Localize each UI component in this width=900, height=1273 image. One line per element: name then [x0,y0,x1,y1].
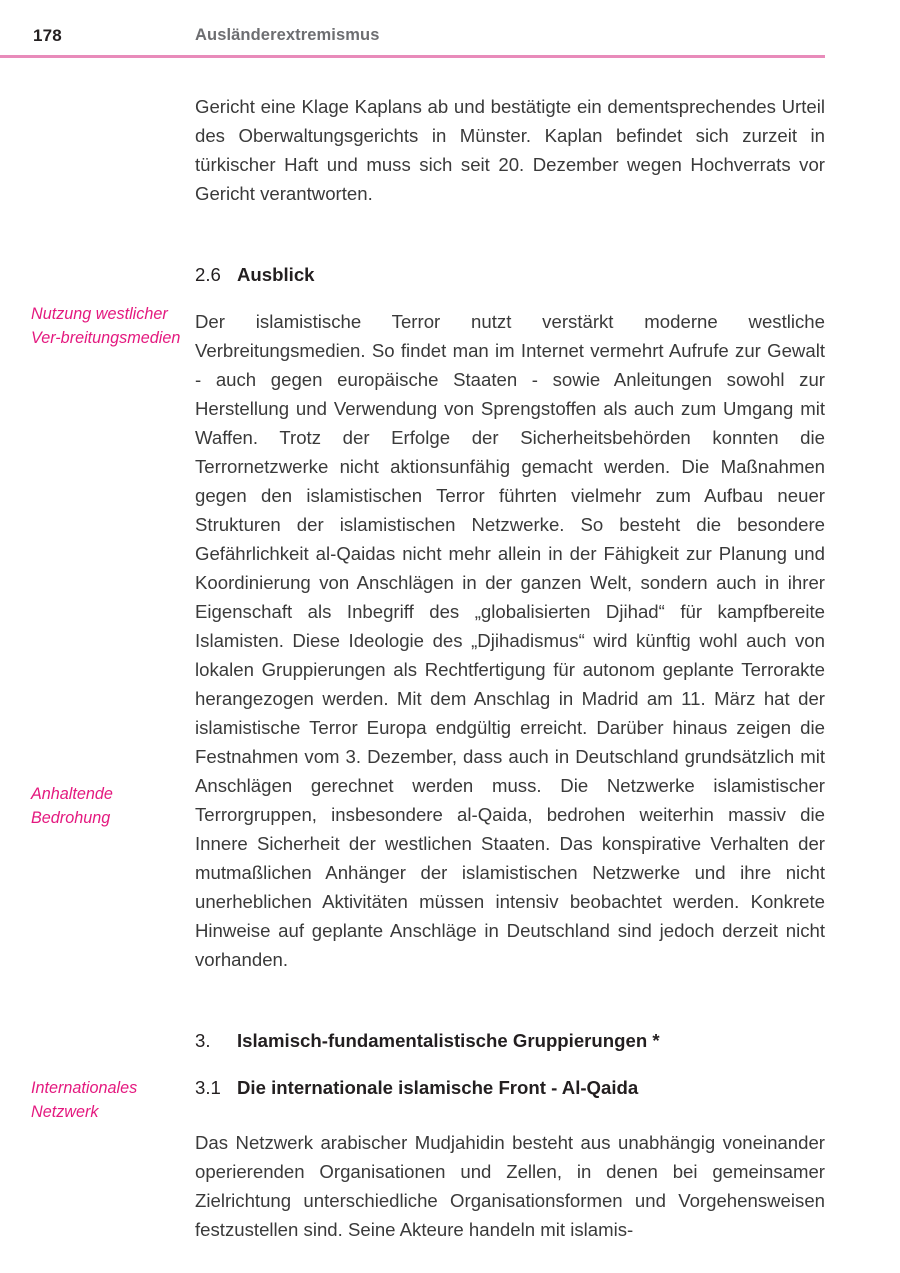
heading-2-6-label: Ausblick [237,264,315,285]
heading-3-number: 3. [195,1030,211,1051]
margin-note-anhaltende-bedrohung: Anhaltende Bedrohung [31,785,113,827]
vertical-spacer [195,1102,825,1128]
heading-2-6-number: 2.6 [195,264,221,285]
heading-3-1-label: Die internationale islamische Front - Al-Qaida [237,1077,639,1098]
paragraph-netzwerk-arabischer-mudjahidin: Das Netzwerk arabischer Mudjahidin besteht aus unabhängig voneinander operierenden Organisationen und Zellen, in denen bei gemeinsamer Zielrichtung unterschiedliche Organisationsformen und Vorgehensweisen festzustellen sind. Seine Akteure handeln mit islamis- [195,1132,825,1240]
main-text-column [195,92,825,1244]
page-header [0,26,900,52]
header-divider-rule [0,55,825,58]
heading-2-6-ausblick [195,260,825,289]
vertical-spacer [195,974,825,1026]
heading-3-1-internationale-islamische-front [195,1073,825,1102]
paragraph-kaplan-urteil: Gericht eine Klage Kaplans ab und bestätigte ein dementsprechendes Urteil des Oberwaltungsgerichts in Münster. Kaplan befindet sich zurzeit in türkischer Haft und muss sich seit 20. Dezember wegen Hochverrats vor Gericht verantworten. [195,96,825,204]
paragraph-ausblick-islamistischer-terror: Der islamistische Terror nutzt verstärkt moderne westliche Verbreitungsmedien. So findet man im Internet vermehrt Aufrufe zur Gewalt - auch gegen europäische Staaten - sowie Anleitungen sowohl zur Herstellung und Verwendung von Sprengstoffen als auch zum Umgang mit Waffen. Trotz der Erfolge der Sicherheitsbehörden konnten die Terrornetzwerke nicht aktionsunfähig gemacht werden. Die Maßnahmen gegen den islamistischen Terror führten vielmehr zum Aufbau neuer Strukturen der islamistischen Netzwerke. So besteht die besondere Gefährlichkeit al-Qaidas nicht mehr allein in der Fähigkeit zur Planung und Koordinierung von Anschlägen in der ganzen Welt, sondern auch in ihrer Eigenschaft als Inbegriff des „globalisierten Djihad“ für kampfbereite Islamisten. Diese Ideologie des „Djihadismus“ wird künftig wohl auch von lokalen Gruppierungen als Rechtfertigung für autonom geplante Terrorakte herangezogen werden. Mit dem Anschlag in Madrid am 11. März hat der islamistische Terror Europa endgültig erreicht. Darüber hinaus zeigen die Festnahmen vom 3. Dezember, dass auch in Deutschland grundsätzlich mit Anschlägen gerechnet werden muss. Die Netzwerke islamistischer Terrorgruppen, insbesondere al-Qaida, bedrohen weiterhin massiv die Innere Sicherheit der westlichen Staaten. Das konspirative Verhalten der mutmaßlichen Anhänger der islamistischen Netzwerke und ihre nicht unerheblichen Aktivitäten müssen intensiv beobachtet werden. Konkrete Hinweise auf geplante Anschläge in Deutschland sind jedoch derzeit nicht vorhanden. [195,311,825,970]
page-number: 178 [33,26,62,45]
heading-3-label: Islamisch-fundamentalistische Gruppierungen * [237,1030,660,1051]
header-chapter-title: Ausländerextremismus [195,26,380,44]
margin-note-nutzung-westlicher-verbreitungsmedien: Nutzung westlicher Ver-breitungsmedien [31,305,181,347]
vertical-spacer [195,289,825,307]
vertical-spacer [195,208,825,260]
heading-3-1-number: 3.1 [195,1077,221,1098]
vertical-spacer [195,1055,825,1073]
heading-3-islamisch-fundamentalistische-gruppierungen [195,1026,825,1055]
margin-note-internationales-netzwerk: Internationales Netzwerk [31,1079,138,1121]
